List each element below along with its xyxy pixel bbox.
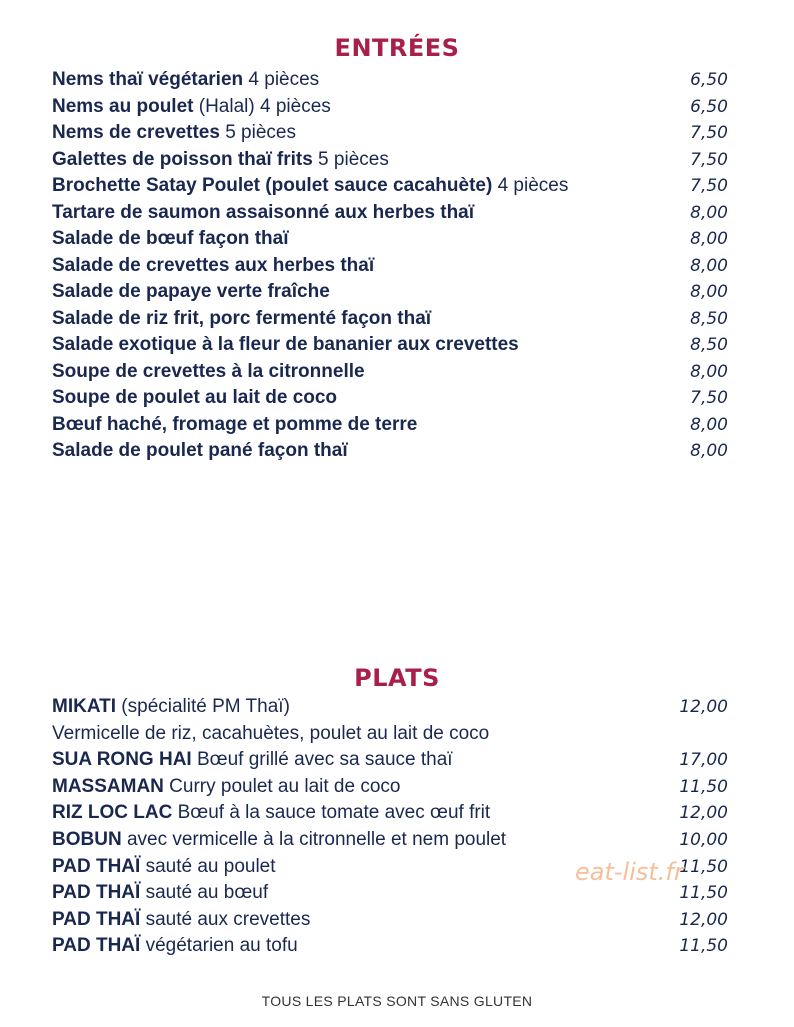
item-price: 11,50 — [679, 856, 728, 877]
item-desc: sauté au bœuf — [140, 882, 269, 904]
item-name: Soupe de crevettes à la citronnelle — [52, 360, 365, 382]
menu-item — [52, 94, 728, 121]
item-price: 11,50 — [679, 936, 728, 957]
item-desc: 4 pièces — [492, 175, 569, 196]
item-price: 8,00 — [690, 202, 728, 223]
item-name: Salade de poulet pané façon thaï — [52, 440, 348, 461]
menu-item — [52, 933, 728, 960]
plats-list — [52, 694, 728, 960]
item-price: 8,50 — [690, 335, 728, 355]
item-price: 11,50 — [679, 883, 728, 904]
item-name: PAD THAÏ — [52, 935, 141, 957]
menu-item — [52, 800, 728, 827]
menu-item — [52, 200, 728, 227]
item-name: Salade de papaye verte fraîche — [52, 281, 330, 302]
item-desc: 5 pièces — [312, 148, 389, 170]
item-price: 8,00 — [690, 414, 728, 435]
item-name: Salade de riz frit, porc fermenté façon thaï — [52, 307, 432, 329]
item-price: 6,50 — [690, 70, 728, 90]
item-name: Nems au poulet — [52, 95, 194, 117]
item-desc: (Halal) 4 pièces — [193, 95, 331, 117]
item-price: 12,00 — [679, 697, 728, 717]
menu-item — [52, 253, 728, 280]
item-desc: 5 pièces — [219, 122, 296, 143]
item-price: 8,00 — [690, 255, 728, 276]
item-price: 7,50 — [690, 176, 728, 196]
item-name: Nems de crevettes — [52, 122, 220, 143]
menu-item — [52, 412, 728, 439]
item-name: Bœuf haché, fromage et pomme de terre — [52, 413, 418, 435]
item-name: Tartare de saumon assaisonné aux herbes thaï — [52, 201, 475, 223]
item-desc: sauté aux crevettes — [140, 908, 311, 930]
item-name: RIZ LOC LAC — [52, 802, 173, 824]
menu-item — [52, 173, 728, 200]
item-price: 8,00 — [690, 441, 728, 461]
item-desc: végétarien au tofu — [140, 935, 298, 957]
menu-item — [52, 359, 728, 386]
entrees-list — [52, 67, 728, 465]
menu-item — [52, 306, 728, 333]
item-desc: sauté au poulet — [140, 855, 276, 877]
item-price: 7,50 — [690, 149, 728, 170]
item-name: BOBUN — [52, 828, 122, 850]
watermark-text: eat-list.fr — [575, 858, 684, 886]
menu-item — [52, 67, 728, 94]
item-price: 10,00 — [679, 829, 728, 850]
item-name: Salade de crevettes aux herbes thaï — [52, 254, 375, 276]
menu-item — [52, 279, 728, 306]
item-name: MASSAMAN — [52, 775, 164, 797]
item-desc: 4 pièces — [243, 69, 320, 90]
item-price: 7,50 — [690, 123, 728, 143]
item-name: SUA RONG HAI — [52, 749, 192, 771]
item-desc: Bœuf à la sauce tomate avec œuf frit — [172, 802, 491, 824]
menu-item — [52, 827, 728, 854]
menu-item — [52, 774, 728, 801]
item-desc: (spécialité PM Thaï) — [116, 696, 290, 717]
item-price: 7,50 — [690, 388, 728, 408]
item-desc: Vermicelle de riz, cacahuètes, poulet au lait de coco — [52, 722, 490, 744]
item-desc: avec vermicelle à la citronnelle et nem poulet — [121, 828, 507, 850]
item-price: 17,00 — [679, 750, 728, 771]
item-name: Galettes de poisson thaï frits — [52, 148, 313, 170]
menu-item — [52, 385, 728, 412]
item-name: Nems thaï végétarien — [52, 69, 244, 90]
menu-item — [52, 694, 728, 721]
item-desc: Curry poulet au lait de coco — [163, 775, 401, 797]
item-price: 8,00 — [690, 282, 728, 302]
item-price: 8,50 — [690, 308, 728, 329]
item-name: MIKATI — [52, 696, 117, 717]
item-name: PAD THAÏ — [52, 855, 141, 877]
item-price: 6,50 — [690, 96, 728, 117]
item-price: 12,00 — [679, 909, 728, 930]
item-name: Soupe de poulet au lait de coco — [52, 387, 338, 408]
item-name: PAD THAÏ — [52, 882, 141, 904]
menu-item — [52, 438, 728, 465]
item-price: 8,00 — [690, 229, 728, 249]
item-price: 8,00 — [690, 361, 728, 382]
menu-item — [52, 120, 728, 147]
item-name: Salade exotique à la fleur de bananier aux crevettes — [52, 334, 519, 355]
menu-item — [52, 147, 728, 174]
entrees-title: ENTRÉES — [334, 34, 460, 62]
item-desc: Bœuf grillé avec sa sauce thaï — [191, 749, 453, 771]
menu-item — [52, 226, 728, 253]
item-name: Brochette Satay Poulet (poulet sauce cacahuète) — [52, 175, 493, 196]
item-name: Salade de bœuf façon thaï — [52, 228, 289, 249]
menu-item-description — [52, 721, 728, 748]
item-price: 12,00 — [679, 803, 728, 824]
item-price: 11,50 — [679, 776, 728, 797]
plats-title: PLATS — [354, 664, 440, 692]
menu-item — [52, 747, 728, 774]
footer-note: TOUS LES PLATS SONT SANS GLUTEN — [261, 993, 533, 1009]
menu-item — [52, 332, 728, 359]
item-name: PAD THAÏ — [52, 908, 141, 930]
menu-item — [52, 907, 728, 934]
